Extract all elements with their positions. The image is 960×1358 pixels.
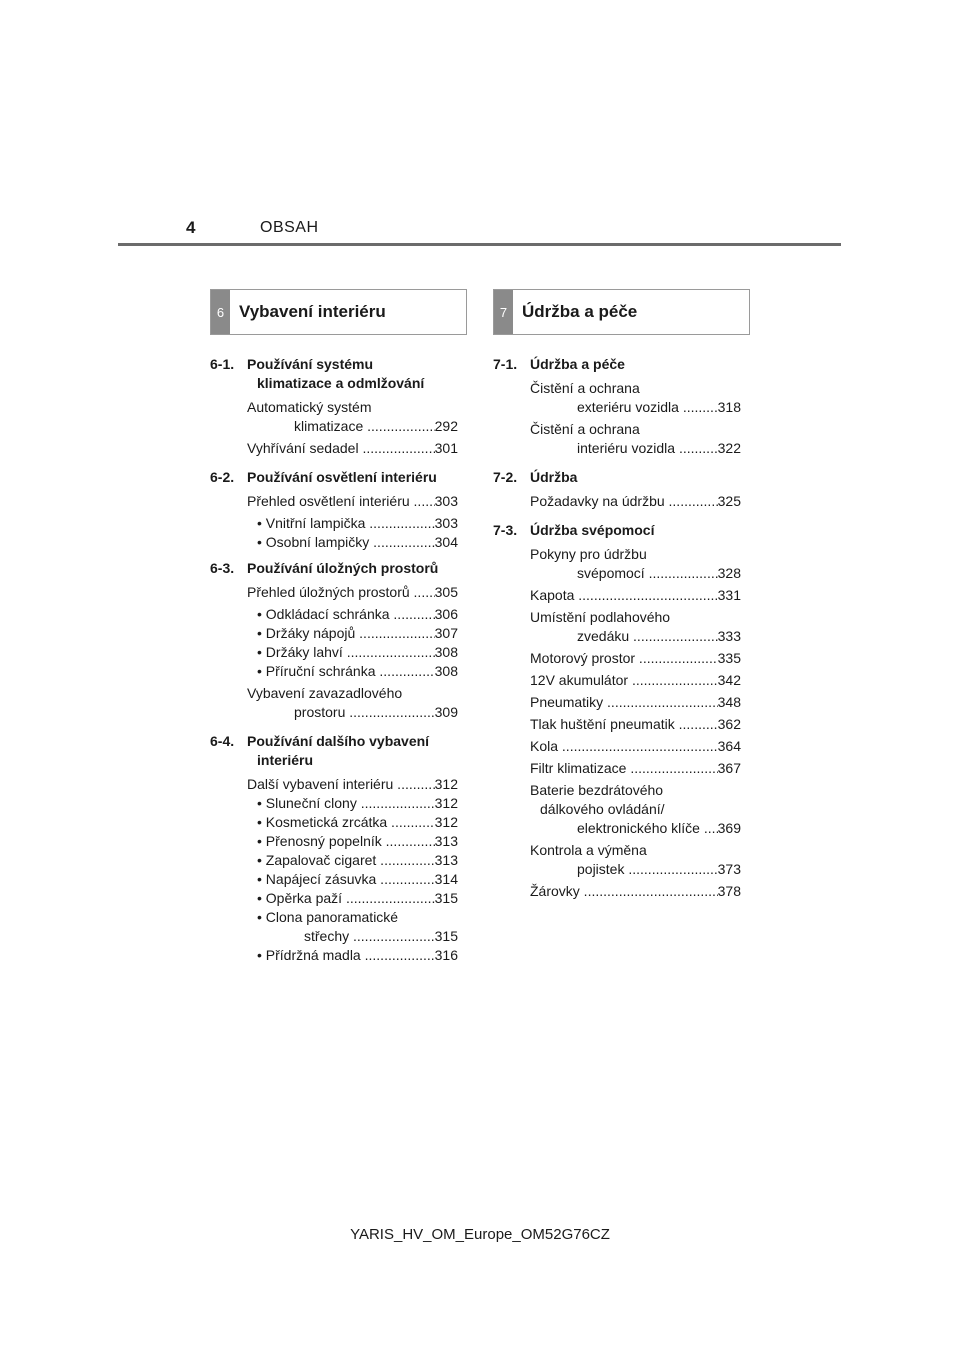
toc-entry-page: 335 bbox=[717, 650, 741, 666]
toc-entry-label: • Vnitřní lampička ..... bbox=[257, 514, 435, 533]
toc-entry-page: 367 bbox=[717, 760, 741, 776]
toc-heading-7-1[interactable] bbox=[493, 355, 741, 374]
toc-entry-label: pojistek ..... bbox=[577, 860, 718, 879]
toc-entry[interactable] bbox=[257, 794, 458, 813]
toc-heading-text: Používání dalšího vybavení bbox=[247, 733, 430, 749]
toc-entry-label: • Držáky nápojů ..... bbox=[257, 624, 435, 643]
toc-heading-6-1[interactable] bbox=[210, 355, 458, 393]
toc-heading-number: 6-3. bbox=[210, 560, 235, 576]
toc-entry-label: Tlak huštění pneumatik ..... bbox=[530, 715, 718, 734]
toc-entry-page: 314 bbox=[434, 871, 458, 887]
section-6-box[interactable] bbox=[210, 289, 467, 335]
toc-column-section-6 bbox=[210, 352, 458, 965]
toc-heading-text: Údržba bbox=[530, 469, 578, 485]
toc-entry-page: 333 bbox=[717, 628, 741, 644]
toc-heading-number: 6-1. bbox=[210, 356, 235, 372]
toc-entry[interactable] bbox=[530, 882, 741, 901]
toc-entry-label: • Osobní lampičky ..... bbox=[257, 533, 435, 552]
toc-entry-label: střechy ..... bbox=[304, 927, 435, 946]
toc-entry[interactable] bbox=[530, 737, 741, 756]
page-number: 4 bbox=[186, 218, 196, 237]
section-7-number: 7 bbox=[494, 290, 513, 334]
toc-heading-text: klimatizace a odmlžování bbox=[257, 375, 425, 391]
toc-entry-page: 315 bbox=[434, 890, 458, 906]
toc-entry-label: Automatický systém bbox=[247, 399, 372, 415]
toc-entry[interactable] bbox=[530, 608, 741, 646]
toc-heading-number: 6-2. bbox=[210, 469, 235, 485]
toc-entry-label: • Přídržná madla ..... bbox=[257, 946, 435, 965]
toc-heading-number: 7-1. bbox=[493, 356, 518, 372]
toc-heading-number: 7-3. bbox=[493, 522, 518, 538]
toc-entry[interactable] bbox=[257, 870, 458, 889]
toc-heading-number: 6-4. bbox=[210, 733, 235, 749]
toc-entry-page: 304 bbox=[434, 534, 458, 550]
toc-entry-page: 316 bbox=[434, 947, 458, 963]
toc-entry-label: Vyhřívání sedadel ..... bbox=[247, 439, 435, 458]
toc-entry-page: 308 bbox=[434, 644, 458, 660]
document-code-footer: YARIS_HV_OM_Europe_OM52G76CZ bbox=[350, 1226, 610, 1243]
toc-entry-label: • Clona panoramatické bbox=[257, 909, 399, 925]
toc-entry-label: Vybavení zavazadlového bbox=[247, 685, 403, 701]
toc-heading-text: interiéru bbox=[257, 752, 314, 768]
toc-entry[interactable] bbox=[530, 759, 741, 778]
toc-entry-label: Požadavky na údržbu ..... bbox=[530, 492, 718, 511]
toc-entry-page: 315 bbox=[434, 928, 458, 944]
toc-heading-text: Údržba a péče bbox=[530, 356, 625, 372]
toc-entry-page: 305 bbox=[434, 584, 458, 600]
toc-entry-label: Pokyny pro údržbu bbox=[530, 546, 647, 562]
toc-entry-page: 378 bbox=[717, 883, 741, 899]
toc-entry-page: 303 bbox=[434, 493, 458, 509]
toc-entry-label: • Zapalovač cigaret ..... bbox=[257, 851, 435, 870]
toc-entry-label: 12V akumulátor ..... bbox=[530, 671, 718, 690]
toc-entry[interactable] bbox=[257, 605, 458, 624]
toc-heading-6-2[interactable] bbox=[210, 468, 458, 487]
toc-entry-page: 292 bbox=[434, 418, 458, 434]
toc-entry-page: 313 bbox=[434, 852, 458, 868]
toc-entry-label: • Opěrka paží ..... bbox=[257, 889, 435, 908]
toc-entry[interactable] bbox=[530, 545, 741, 583]
toc-heading-7-2[interactable] bbox=[493, 468, 741, 487]
toc-entry[interactable] bbox=[530, 379, 741, 417]
toc-entry-page: 301 bbox=[434, 440, 458, 456]
toc-entry-label: Přehled osvětlení interiéru ..... bbox=[247, 492, 435, 511]
toc-entry[interactable] bbox=[247, 439, 458, 458]
toc-entry-page: 312 bbox=[434, 776, 458, 792]
toc-entry-label: • Příruční schránka ..... bbox=[257, 662, 435, 681]
toc-entry[interactable] bbox=[530, 420, 741, 458]
toc-heading-text: Používání úložných prostorů bbox=[247, 560, 439, 576]
toc-entry-page: 309 bbox=[434, 704, 458, 720]
toc-entry[interactable] bbox=[257, 889, 458, 908]
toc-entry[interactable] bbox=[257, 643, 458, 662]
toc-entry[interactable] bbox=[257, 813, 458, 832]
toc-entry[interactable] bbox=[247, 398, 458, 436]
toc-entry-page: 318 bbox=[717, 399, 741, 415]
toc-entry-page: 313 bbox=[434, 833, 458, 849]
toc-entry-label: Kontrola a výměna bbox=[530, 842, 647, 858]
toc-entry-label: interiéru vozidla ..... bbox=[577, 439, 718, 458]
toc-entry[interactable] bbox=[257, 624, 458, 643]
toc-entry[interactable] bbox=[257, 514, 458, 533]
toc-entry[interactable] bbox=[530, 693, 741, 712]
toc-heading-text: Používání osvětlení interiéru bbox=[247, 469, 437, 485]
section-7-title: Údržba a péče bbox=[522, 302, 638, 321]
toc-heading-number: 7-2. bbox=[493, 469, 518, 485]
toc-entry-page: 342 bbox=[717, 672, 741, 688]
toc-heading-6-3[interactable] bbox=[210, 559, 458, 578]
toc-entry[interactable] bbox=[247, 492, 458, 511]
toc-entry-label: • Držáky lahví ..... bbox=[257, 643, 435, 662]
toc-entry[interactable] bbox=[257, 832, 458, 851]
toc-entry-label: Filtr klimatizace ..... bbox=[530, 759, 718, 778]
toc-entry-label: svépomocí ..... bbox=[577, 564, 718, 583]
toc-entry-page: 308 bbox=[434, 663, 458, 679]
toc-entry-page: 362 bbox=[717, 716, 741, 732]
toc-entry[interactable] bbox=[530, 649, 741, 668]
toc-entry-label: Kola ..... bbox=[530, 737, 718, 756]
toc-entry-label: dálkového ovládání/ bbox=[540, 801, 665, 817]
toc-entry-page: 303 bbox=[434, 515, 458, 531]
toc-entry[interactable] bbox=[257, 662, 458, 681]
toc-entry-label: • Přenosný popelník ..... bbox=[257, 832, 435, 851]
toc-entry-label: Motorový prostor ..... bbox=[530, 649, 718, 668]
toc-entry-label: elektronického klíče ..... bbox=[577, 819, 718, 838]
section-7-box[interactable] bbox=[493, 289, 750, 335]
toc-entry-page: 364 bbox=[717, 738, 741, 754]
toc-entry-page: 348 bbox=[717, 694, 741, 710]
toc-entry[interactable] bbox=[257, 851, 458, 870]
toc-entry-page: 373 bbox=[717, 861, 741, 877]
toc-entry-page: 328 bbox=[717, 565, 741, 581]
toc-entry-label: exteriéru vozidla ..... bbox=[577, 398, 718, 417]
toc-entry-label: prostoru ..... bbox=[294, 703, 435, 722]
toc-column-section-7 bbox=[493, 352, 741, 904]
toc-entry-label: zvedáku ..... bbox=[577, 627, 718, 646]
toc-entry-label: Baterie bezdrátového bbox=[530, 782, 664, 798]
toc-entry-label: Čistění a ochrana bbox=[530, 380, 640, 396]
toc-entry-label: Čistění a ochrana bbox=[530, 421, 640, 437]
toc-entry-label: Kapota ..... bbox=[530, 586, 718, 605]
toc-entry[interactable] bbox=[530, 781, 741, 838]
toc-entry-label: Žárovky ..... bbox=[530, 882, 718, 901]
toc-entry[interactable] bbox=[530, 841, 741, 879]
toc-heading-text: Údržba svépomocí bbox=[530, 522, 655, 538]
section-6-number: 6 bbox=[211, 290, 230, 334]
toc-entry[interactable] bbox=[530, 715, 741, 734]
toc-entry-page: 331 bbox=[717, 587, 741, 603]
toc-heading-text: Používání systému bbox=[247, 356, 374, 372]
toc-entry-label: • Napájecí zásuvka ..... bbox=[257, 870, 435, 889]
toc-entry-page: 307 bbox=[434, 625, 458, 641]
page-header-title: OBSAH bbox=[260, 219, 319, 236]
toc-entry[interactable] bbox=[247, 908, 458, 946]
toc-entry-page: 306 bbox=[434, 606, 458, 622]
toc-entry-page: 312 bbox=[434, 795, 458, 811]
toc-entry-label: • Odkládací schránka ..... bbox=[257, 605, 435, 624]
toc-entry[interactable] bbox=[247, 583, 458, 602]
toc-heading-7-3[interactable] bbox=[493, 521, 741, 540]
toc-entry-label: Další vybavení interiéru ..... bbox=[247, 775, 435, 794]
toc-entry[interactable] bbox=[530, 671, 741, 690]
toc-heading-6-4[interactable] bbox=[210, 732, 458, 770]
section-6-title: Vybavení interiéru bbox=[239, 302, 386, 321]
toc-entry[interactable] bbox=[247, 775, 458, 794]
toc-entry-label: klimatizace ..... bbox=[294, 417, 435, 436]
toc-entry[interactable] bbox=[257, 946, 458, 965]
toc-entry[interactable] bbox=[257, 533, 458, 552]
toc-entry-page: 369 bbox=[717, 820, 741, 836]
toc-entry-label: Pneumatiky ..... bbox=[530, 693, 718, 712]
toc-entry-page: 322 bbox=[717, 440, 741, 456]
toc-entry[interactable] bbox=[247, 684, 458, 722]
toc-entry-label: • Sluneční clony ..... bbox=[257, 794, 435, 813]
toc-entry-label: Přehled úložných prostorů ..... bbox=[247, 583, 435, 602]
toc-entry[interactable] bbox=[530, 492, 741, 511]
header-divider bbox=[118, 243, 841, 246]
toc-entry-label: Umístění podlahového bbox=[530, 609, 671, 625]
toc-entry[interactable] bbox=[530, 586, 741, 605]
toc-entry-page: 312 bbox=[434, 814, 458, 830]
toc-entry-label: • Kosmetická zrcátka ..... bbox=[257, 813, 435, 832]
toc-entry-page: 325 bbox=[717, 493, 741, 509]
